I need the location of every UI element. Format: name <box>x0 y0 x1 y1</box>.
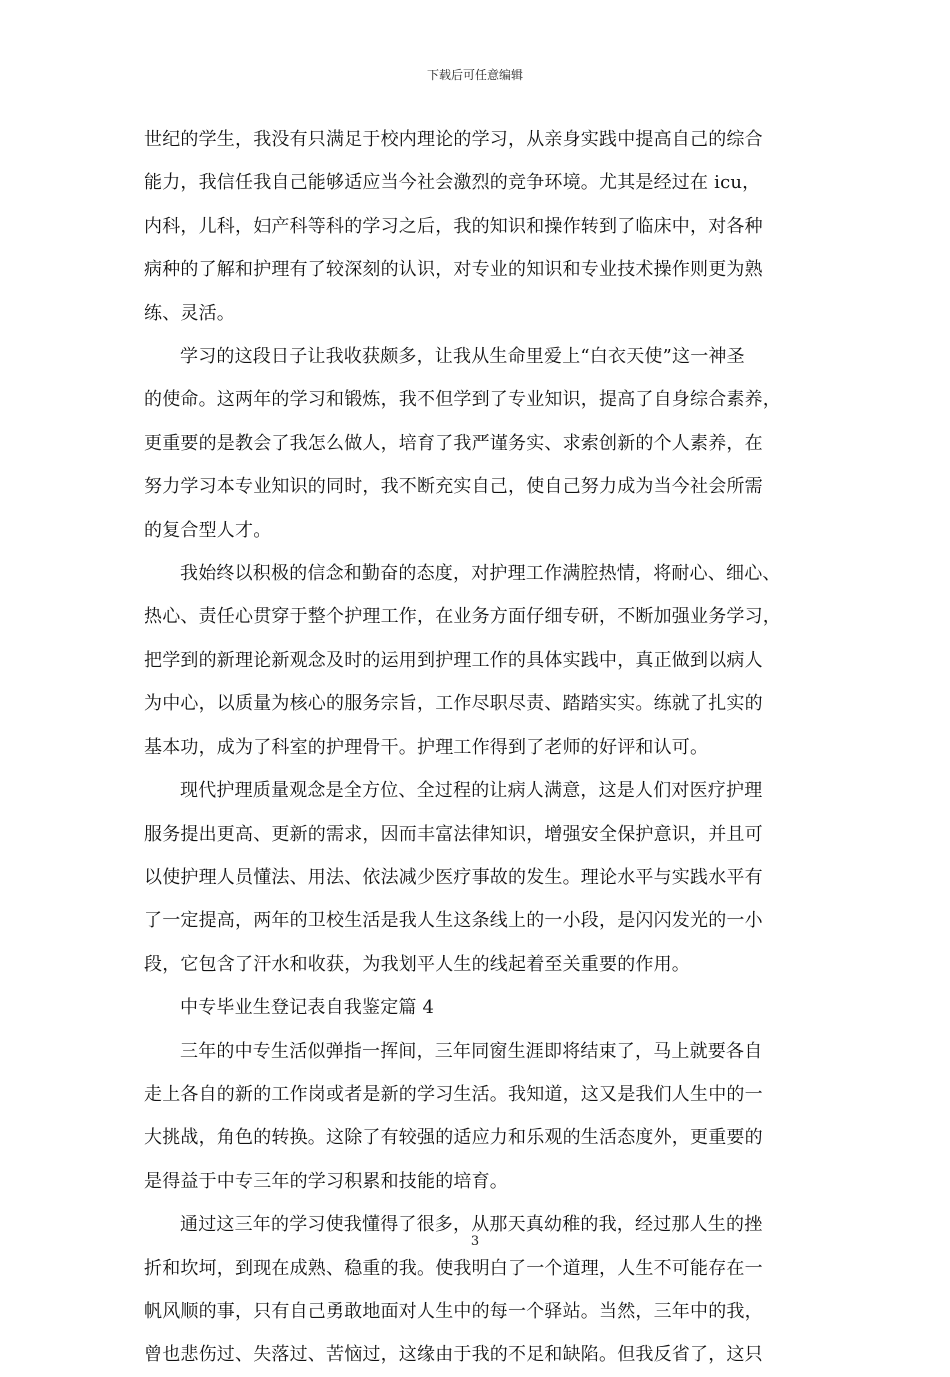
text-line: 帆风顺的事，只有自己勇敢地面对人生中的每一个驿站。当然，三年中的我， <box>144 1300 763 1322</box>
text-line: 大挑战，角色的转换。这除了有较强的适应力和乐观的生活态度外，更重要的 <box>144 1127 763 1149</box>
text-line: 世纪的学生，我没有只满足于校内理论的学习，从亲身实践中提高自己的综合 <box>144 129 763 150</box>
text-line: 我始终以积极的信念和勤奋的态度，对护理工作满腔热情，将耐心、细心、 <box>180 563 781 585</box>
page-number: 3 <box>470 1234 480 1249</box>
paragraph-3 <box>144 552 810 769</box>
text-line: 以使护理人员懂法、用法、依法减少医疗事故的发生。理论水平与实践水平有 <box>144 866 763 888</box>
paragraph-5 <box>144 1030 810 1204</box>
paragraph-2 <box>144 335 810 552</box>
text-line: 的复合型人才。 <box>144 519 272 541</box>
paragraph-4 <box>144 769 810 986</box>
text-line: 段，它包含了汗水和收获，为我划平人生的线起着至关重要的作用。 <box>144 953 690 975</box>
text-line: 曾也悲伤过、失落过、苦恼过，这缘由于我的不足和缺陷。但我反省了，这只 <box>144 1344 763 1366</box>
text-line: 能力，我信任我自己能够适应当今社会激烈的竞争环境。尤其是经过在 icu， <box>144 172 761 194</box>
text-line: 折和坎坷，到现在成熟、稳重的我。使我明白了一个道理，人生不可能存在一 <box>144 1257 763 1279</box>
text-line: 学习的这段日子让我收获颇多，让我从生命里爱上“白衣天使”这一神圣 <box>180 346 745 368</box>
text-line: 了一定提高，两年的卫校生活是我人生这条线上的一小段，是闪闪发光的一小 <box>144 910 763 932</box>
text-line: 基本功，成为了科室的护理骨干。护理工作得到了老师的好评和认可。 <box>144 736 709 758</box>
text-line: 努力学习本专业知识的同时，我不断充实自己，使自己努力成为当今社会所需 <box>144 476 763 498</box>
text-line: 练、灵活。 <box>144 302 235 324</box>
text-line: 三年的中专生活似弹指一挥间，三年同窗生涯即将结束了，马上就要各自 <box>180 1040 763 1062</box>
text-line: 病种的了解和护理有了较深刻的认识，对专业的知识和专业技术操作则更为熟 <box>144 259 763 281</box>
text-line: 现代护理质量观念是全方位、全过程的让病人满意，这是人们对医疗护理 <box>180 780 763 802</box>
text-line: 为中心，以质量为核心的服务宗旨，工作尽职尽责、踏踏实实。练就了扎实的 <box>144 693 763 715</box>
text-line: 服务提出更高、更新的需求，因而丰富法律知识，增强安全保护意识，并且可 <box>144 823 763 845</box>
document-body <box>144 118 810 1377</box>
page-header: 下载后可任意编辑 <box>426 68 523 82</box>
text-line: 把学到的新理论新观念及时的运用到护理工作的具体实践中，真正做到以病人 <box>144 649 763 671</box>
text-line: 通过这三年的学习使我懂得了很多，从那天真幼稚的我，经过那人生的挫 <box>180 1214 763 1236</box>
paragraph-1 <box>144 118 810 335</box>
text-line: 是得益于中专三年的学习积累和技能的培育。 <box>144 1170 508 1192</box>
paragraph-6 <box>144 1203 810 1377</box>
text-line: 内科，儿科，妇产科等科的学习之后，我的知识和操作转到了临床中，对各种 <box>144 215 763 237</box>
section-title: 中专毕业生登记表自我鉴定篇 4 <box>180 997 435 1019</box>
text-line: 热心、责任心贯穿于整个护理工作，在业务方面仔细专研，不断加强业务学习， <box>144 606 781 628</box>
text-line: 走上各自的新的工作岗或者是新的学习生活。我知道，这又是我们人生中的一 <box>144 1083 763 1105</box>
text-line: 更重要的是教会了我怎么做人，培育了我严谨务实、求索创新的个人素养，在 <box>144 432 763 454</box>
section-heading <box>144 986 810 1029</box>
text-line: 的使命。这两年的学习和锻炼，我不但学到了专业知识，提高了自身综合素养， <box>144 389 781 411</box>
